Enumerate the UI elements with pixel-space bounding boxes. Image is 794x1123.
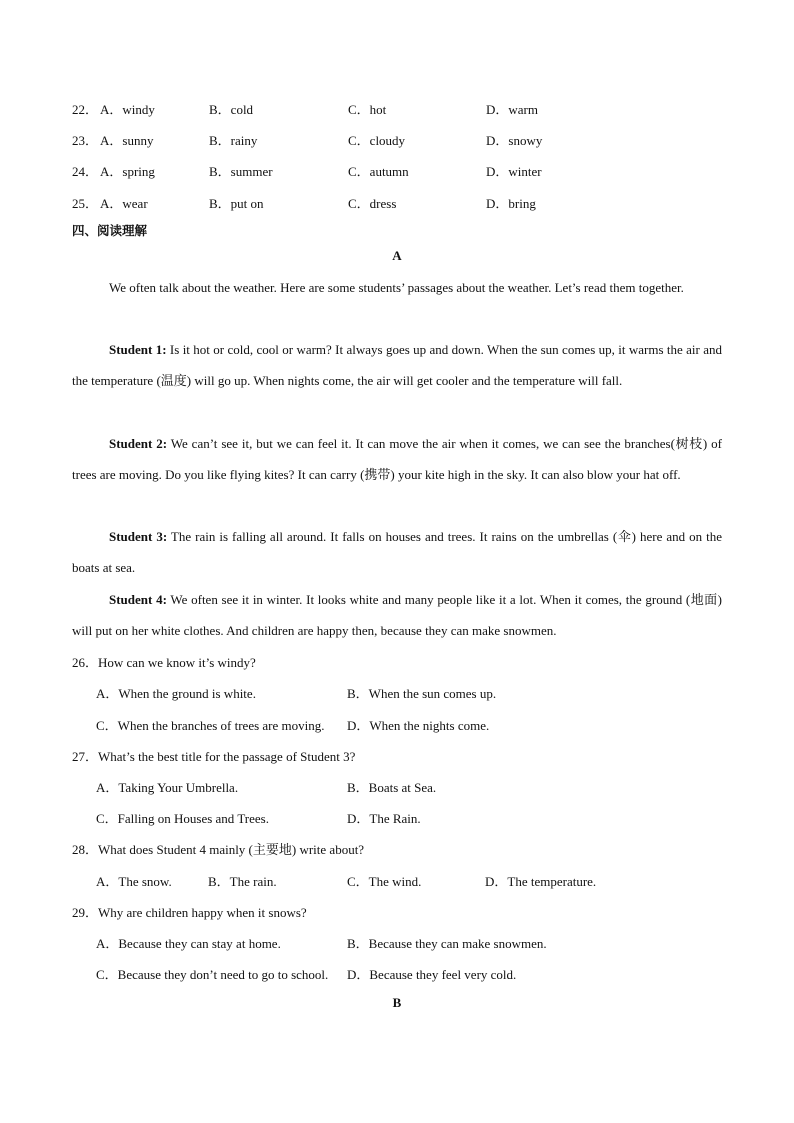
student-text: We often see it in winter. It looks white and many people like it a lot. When it comes, the ground (地面) will put on her white clothes. And children are happy then, because they can make snowmen.	[72, 592, 722, 639]
section-heading: 四、阅读理解	[72, 223, 148, 238]
question-stem: 29．Why are children happy when it snows?	[72, 905, 307, 920]
answer-option: B．Because they can make snowmen.	[347, 936, 547, 951]
question-stem: 28．What does Student 4 mainly (主要地) write about?	[72, 842, 365, 857]
option-d: D．bring	[486, 196, 536, 211]
option-c: C．autumn	[348, 164, 409, 179]
answer-option: B．When the sun comes up.	[347, 686, 497, 701]
answer-option: D．The temperature.	[485, 874, 597, 889]
student-text: The rain is falling all around. It falls on houses and trees. It rains on the umbrellas (伞) here and on the boats at sea.	[72, 529, 722, 576]
answer-option: A．Because they can stay at home.	[96, 936, 281, 951]
option-a: A．windy	[100, 102, 155, 117]
option-a: A．spring	[100, 164, 155, 179]
option-d: D．warm	[486, 102, 538, 117]
option-c: C．hot	[348, 102, 387, 117]
student-paragraph	[72, 334, 722, 397]
answer-option: C．When the branches of trees are moving.	[96, 718, 325, 733]
answer-option: A．The snow.	[96, 874, 172, 889]
answer-option: C．The wind.	[347, 874, 422, 889]
question-stem: 26．How can we know it’s windy?	[72, 655, 256, 670]
option-c: C．dress	[348, 196, 397, 211]
student-name: Student 4:	[109, 592, 167, 607]
option-c: C．cloudy	[348, 133, 406, 148]
option-b: B．put on	[209, 196, 264, 211]
question-number: 25．	[72, 196, 99, 211]
option-b: B．rainy	[209, 133, 258, 148]
student-name: Student 3:	[109, 529, 168, 544]
student-text: We can’t see it, but we can feel it. It can move the air when it comes, we can see the branches(树枝) of trees are moving. Do you like flying kites? It can carry (携带) your kite high in the sky. It can also blow your hat off.	[72, 436, 722, 483]
option-a: A．wear	[100, 196, 148, 211]
student-paragraph	[72, 428, 722, 491]
option-a: A．sunny	[100, 133, 154, 148]
answer-option: D．The Rain.	[347, 811, 421, 826]
student-name: Student 1:	[109, 342, 167, 357]
passage-a-label: A	[392, 248, 402, 263]
question-stem: 27．What’s the best title for the passage of Student 3?	[72, 749, 356, 764]
option-b: B．cold	[209, 102, 254, 117]
option-d: D．winter	[486, 164, 542, 179]
question-number: 24．	[72, 164, 99, 179]
answer-option: D．When the nights come.	[347, 718, 490, 733]
student-paragraph	[72, 584, 722, 647]
answer-option: B．The rain.	[208, 874, 277, 889]
option-b: B．summer	[209, 164, 273, 179]
answer-option: B．Boats at Sea.	[347, 780, 437, 795]
student-text: Is it hot or cold, cool or warm? It always goes up and down. When the sun comes up, it warms the air and the temperature (温度) will go up. When nights come, the air will get cooler and the temperature will fall.	[72, 342, 722, 389]
student-paragraph	[72, 521, 722, 584]
passage-b-label: B	[392, 995, 402, 1010]
option-d: D．snowy	[486, 133, 543, 148]
question-number: 23．	[72, 133, 99, 148]
passage-intro: We often talk about the weather. Here are some students’ passages about the weather. Let’s read them together.	[109, 280, 684, 295]
student-name: Student 2:	[109, 436, 168, 451]
question-number: 22．	[72, 102, 99, 117]
answer-option: C．Because they don’t need to go to school.	[96, 967, 329, 982]
answer-option: C．Falling on Houses and Trees.	[96, 811, 269, 826]
answer-option: A．When the ground is white.	[96, 686, 256, 701]
answer-option: D．Because they feel very cold.	[347, 967, 517, 982]
answer-option: A．Taking Your Umbrella.	[96, 780, 239, 795]
